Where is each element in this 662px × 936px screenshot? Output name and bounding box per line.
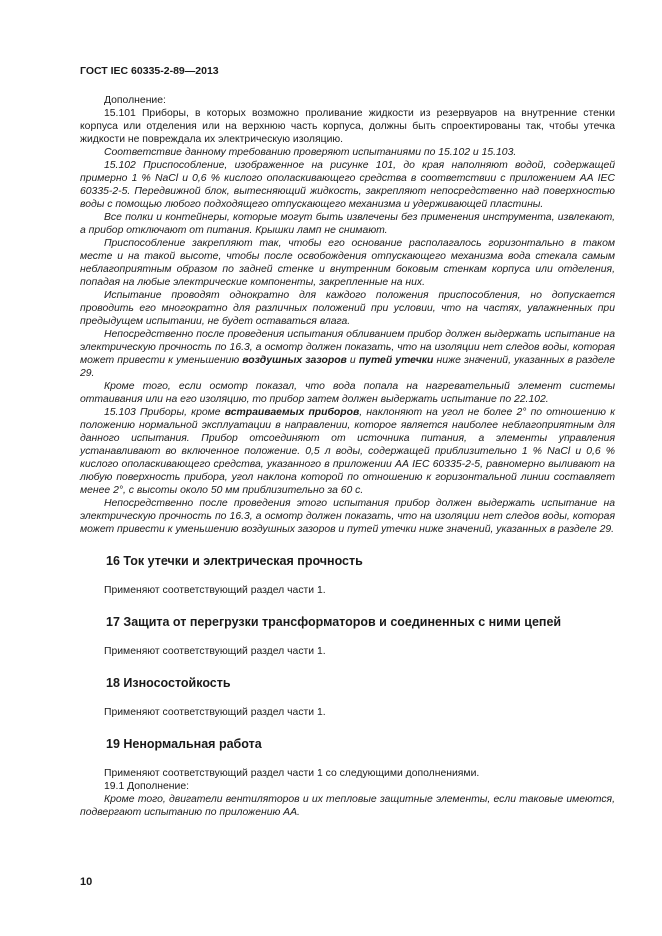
clause-19-1: 19.1 Дополнение: — [104, 781, 190, 792]
section-17-text: Применяют соответствующий раздел части 1. — [104, 646, 326, 657]
page-content — [80, 94, 615, 819]
section-16-title: 16 Ток утечки и электрическая прочность — [106, 554, 363, 568]
section-16-text: Применяют соответствующий раздел части 1. — [104, 585, 326, 596]
term-built-in: встраиваемых приборов — [224, 407, 360, 418]
section-18-title: 18 Износостойкость — [106, 676, 231, 690]
clause-15-101: 15.101 Приборы, в которых возможно проливание жидкости из резервуаров на внутренние стенки корпуса или отделения или на верхнюю часть корпуса, должны быть спроектированы так, чтобы утечка жидкости не повреждала их электрическую изоляцию. — [80, 108, 615, 145]
clause-15-103 — [80, 406, 615, 497]
text-run: , наклоняют на угол не более 2° по отношению к положению нормальной эксплуатации в направлении, которое является наиболее неблагоприятным для данного испытания. Прибор отсоединяют от источника питания, а элементы управления устанавливают во включенное положение. 0,5 л воды, содержащей приблизительно 1 % NaCl и 0,6 % кислого ополаскивающего средства, указанного в приложении АА IEC 60335-2-5, равномерно выливают на любую поверхность прибора, угол наклона которой по отношению к горизонтальной линии составляет менее 2°, с высоты около 50 мм приблизительно за 60 с. — [80, 407, 615, 496]
document-header: ГОСТ IEC 60335-2-89—2013 — [80, 65, 219, 77]
clause-15-102: 15.102 Приспособление, изображенное на рисунке 101, до края наполняют водой, содержащей примерно 1 % NaCl и 0,6 % кислого ополаскивающего средства в соответствии с приложением АА IEC 60335-2-5. Передвижной блок, вытесняющий жидкость, закрепляют непосредственно над поверхностью воды с помощью любого подходящего отпускающего механизма и удерживающей пластины. — [80, 160, 615, 210]
text-run: ниже значений, указанных в разделе 29. — [80, 355, 615, 379]
paragraph-shelves: Все полки и контейнеры, которые могут быть извлечены без применения инструмента, извлекают, а прибор отключают от питания. Крышки ламп не снимают. — [80, 212, 615, 236]
section-17-title: 17 Защита от перегрузки трансформаторов и соединенных с ними цепей — [106, 615, 562, 629]
clause-19-1-text: Кроме того, двигатели вентиляторов и их тепловые защитные элементы, если таковые имеются, подвергают испытанию по приложению АА. — [80, 794, 615, 818]
section-19-title: 19 Ненормальная работа — [106, 737, 262, 751]
term-clearances: воздушных зазоров — [242, 355, 347, 366]
term-creepage: путей утечки — [358, 355, 434, 366]
paragraph-after-spill-test — [80, 328, 615, 380]
paragraph-addition: Дополнение: — [104, 95, 166, 106]
text-run: 15.103 Приборы, кроме — [104, 407, 225, 418]
section-18-text: Применяют соответствующий раздел части 1. — [104, 707, 326, 718]
paragraph-defrost: Кроме того, если осмотр показал, что вода попала на нагревательный элемент системы оттаивания или на его изоляцию, то прибор затем должен выдержать испытание по 22.102. — [80, 381, 615, 405]
page-number: 10 — [80, 876, 93, 888]
paragraph-fixture: Приспособление закрепляют так, чтобы его основание располагалось горизонтально в таком месте и на такой высоте, чтобы после освобождения отпускающего механизма вода стекала самым неблагоприятным образом по задней стенке и внутренним боковым стенкам корпуса или отделения, попадая на любые электрические компоненты, закрепленные на них. — [80, 238, 615, 288]
text-run: Непосредственно после проведения испытания обливанием прибор должен выдержать испытание на электрическую прочность по 16.3, а осмотр должен показать, что на изоляции нет следов воды, которая может привести к уменьшению — [80, 329, 615, 366]
text-run: и — [346, 355, 359, 366]
compliance-note: Соответствие данному требованию проверяют испытаниями по 15.102 и 15.103. — [104, 147, 517, 158]
section-19-text: Применяют соответствующий раздел части 1 со следующими дополнениями. — [104, 768, 480, 779]
paragraph-test-once: Испытание проводят однократно для каждого положения приспособления, но допускается проводить его многократно для различных положений при условии, что на частях, увлажненных при предыдущем испытании, не будет оставаться влага. — [80, 290, 615, 327]
paragraph-after-test: Непосредственно после проведения этого испытания прибор должен выдержать испытание на электрическую прочность по 16.3, а осмотр должен показать, что на изоляции нет следов воды, которая может привести к уменьшению воздушных зазоров и путей утечки ниже значений, указанных в разделе 29. — [80, 498, 615, 535]
